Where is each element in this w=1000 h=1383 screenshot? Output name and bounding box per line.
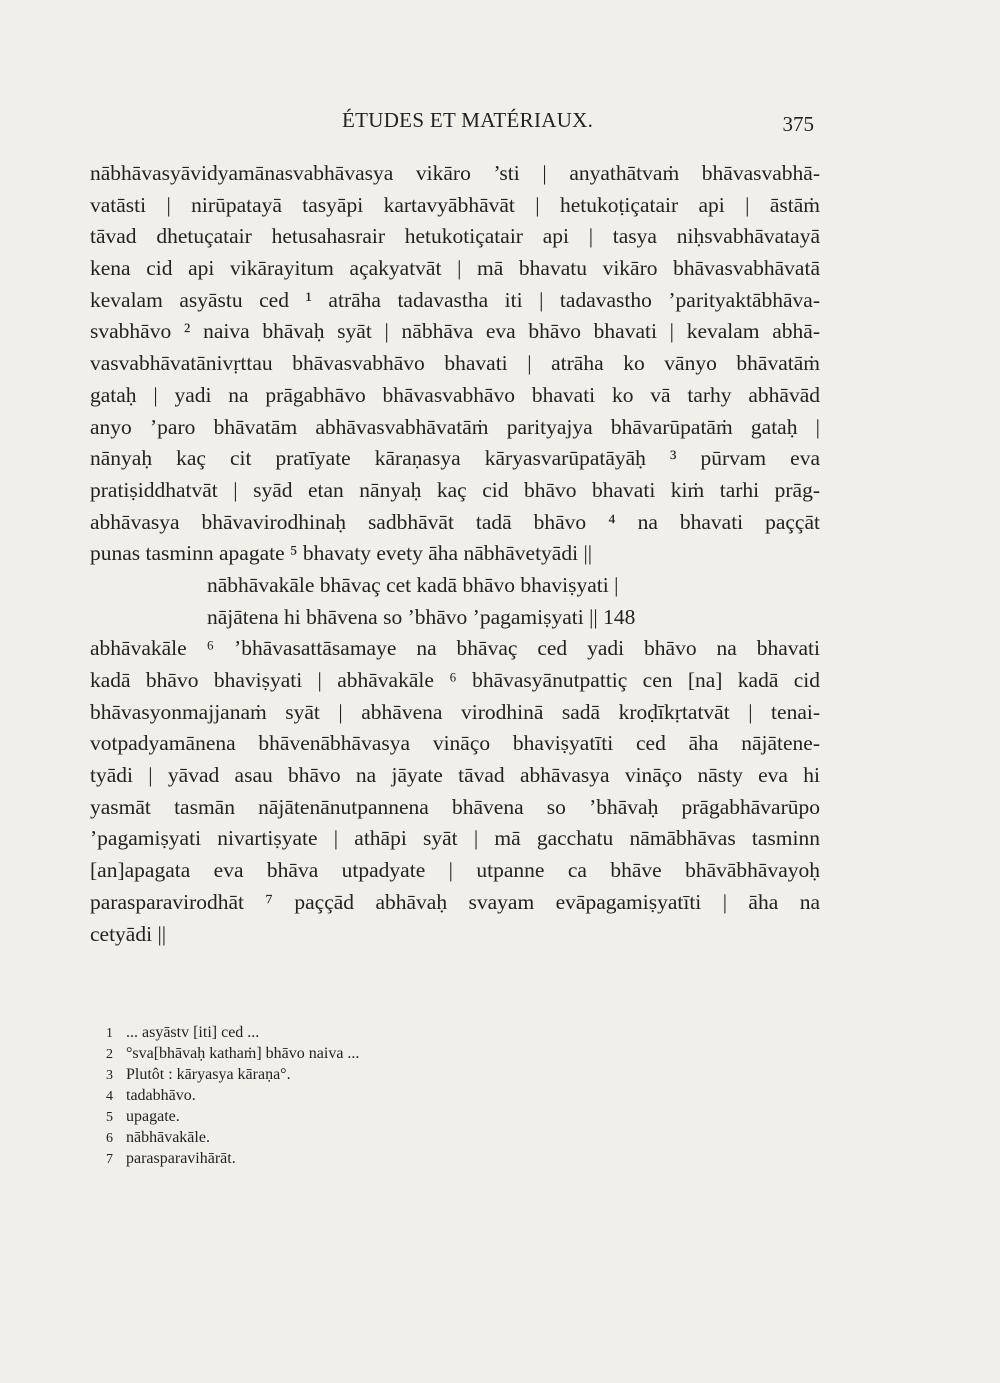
text-line: kena cid api vikārayitum açakyatvāt | mā bhavatu vikāro bhāvasvabhāvatā (90, 256, 820, 281)
footnote (106, 1022, 359, 1043)
running-title: ÉTUDES ET MATÉRIAUX. (342, 108, 594, 132)
text-line: anyo ’paro bhāvatām abhāvasvabhāvatāṁ parityajya bhāvarūpatāṁ gataḥ | (90, 414, 820, 439)
footnote (106, 1085, 359, 1106)
text-line: vatāsti | nirūpatayā tasyāpi kartavyābhāvāt | hetukoṭiçatair api | āstāṁ (90, 192, 820, 217)
text-line: ’pagamiṣyati nivartiṣyate | athāpi syāt | mā gacchatu nāmābhāvas tasminn (90, 826, 820, 851)
text-line: pratiṣiddhatvāt | syād etan nānyaḥ kaç cid bhāvo bhavati kiṁ tarhi prāg- (90, 477, 820, 502)
footnote-mark: 1 (106, 1026, 113, 1041)
page-number: 375 (782, 112, 814, 136)
footnote-text: tadabhāvo. (126, 1087, 196, 1104)
verse-line: nājātena hi bhāvena so ’bhāvo ’pagamiṣyati || 148 (207, 604, 636, 629)
footnote-mark: 5 (106, 1110, 113, 1125)
footnote-mark: 3 (106, 1068, 113, 1083)
footnote-mark: 2 (106, 1047, 113, 1062)
footnote-mark: 7 (106, 1152, 113, 1167)
main-text (90, 158, 820, 950)
footnote-text: °sva[bhāvaḥ kathaṁ] bhāvo naiva ... (126, 1045, 360, 1062)
footnote-text: upagate. (126, 1108, 180, 1125)
text-line: punas tasminn apagate ⁵ bhavaty evety āha nābhāvetyādi || (90, 541, 593, 566)
text-line: [an]apagata eva bhāva utpadyate | utpanne ca bhāve bhāvābhāvayoḥ (90, 858, 820, 883)
text-line: svabhāvo ² naiva bhāvaḥ syāt | nābhāva eva bhāvo bhavati | kevalam abhā- (90, 319, 820, 344)
text-line: yasmāt tasmān nājātenānutpannena bhāvena so ’bhāvaḥ prāgabhāvarūpo (90, 794, 820, 819)
text-line: vasvabhāvatānivṛttau bhāvasvabhāvo bhavati | atrāha ko vānyo bhāvatāṁ (90, 351, 820, 376)
footnote-text: ... asyāstv [iti] ced ... (126, 1024, 260, 1041)
footnote-text: parasparavihārāt. (126, 1150, 236, 1167)
footnote (106, 1064, 359, 1085)
verse-line: nābhāvakāle bhāvaç cet kadā bhāvo bhaviṣyati | (207, 572, 619, 597)
footnote-mark: 6 (106, 1131, 113, 1146)
footnote (106, 1043, 359, 1064)
text-line: kadā bhāvo bhaviṣyati | abhāvakāle ⁶ bhāvasyānutpattiç cen [na] kadā cid (90, 668, 820, 692)
text-line: bhāvasyonmajjanaṁ syāt | abhāvena virodhinā sadā kroḍīkṛtatvāt | tenai- (90, 699, 820, 724)
text-line: gataḥ | yadi na prāgabhāvo bhāvasvabhāvo bhavati ko vā tarhy abhāvād (90, 382, 820, 407)
text-line: cetyādi || (90, 921, 167, 946)
text-line: kevalam asyāstu ced ¹ atrāha tadavastha iti | tadavastho ’parityaktābhāva- (90, 287, 820, 312)
text-line: abhāvakāle ⁶ ’bhāvasattāsamaye na bhāvaç ced yadi bhāvo na bhavati (90, 636, 820, 661)
text-line: nānyaḥ kaç cit pratīyate kāraṇasya kāryasvarūpatāyāḥ ³ pūrvam eva (90, 446, 820, 471)
footnote-text: Plutôt : kāryasya kāraṇa°. (126, 1066, 291, 1083)
text-line: abhāvasya bhāvavirodhinaḥ sadbhāvāt tadā bhāvo ⁴ na bhavati paççāt (90, 509, 820, 534)
text-line: votpadyamānena bhāvenābhāvasya vināço bhaviṣyatīti ced āha nājātene- (90, 731, 820, 756)
footnote-mark: 4 (106, 1089, 113, 1104)
footnote (106, 1106, 359, 1127)
text-line: parasparavirodhāt ⁷ paççād abhāvaḥ svayam evāpagamiṣyatīti | āha na (90, 889, 820, 914)
footnote (106, 1127, 359, 1148)
text-line: nābhāvasyāvidyamānasvabhāvasya vikāro ’sti | anyathātvaṁ bhāvasvabhā- (90, 161, 820, 185)
footnote (106, 1148, 359, 1169)
footnote-text: nābhāvakāle. (126, 1129, 210, 1146)
text-line: tāvad dhetuçatair hetusahasrair hetukotiçatair api | tasya niḥsvabhāvatayā (90, 224, 820, 249)
text-line: tyādi | yāvad asau bhāvo na jāyate tāvad abhāvasya vināço nāsty eva hi (90, 763, 820, 788)
footnotes (106, 1022, 359, 1169)
